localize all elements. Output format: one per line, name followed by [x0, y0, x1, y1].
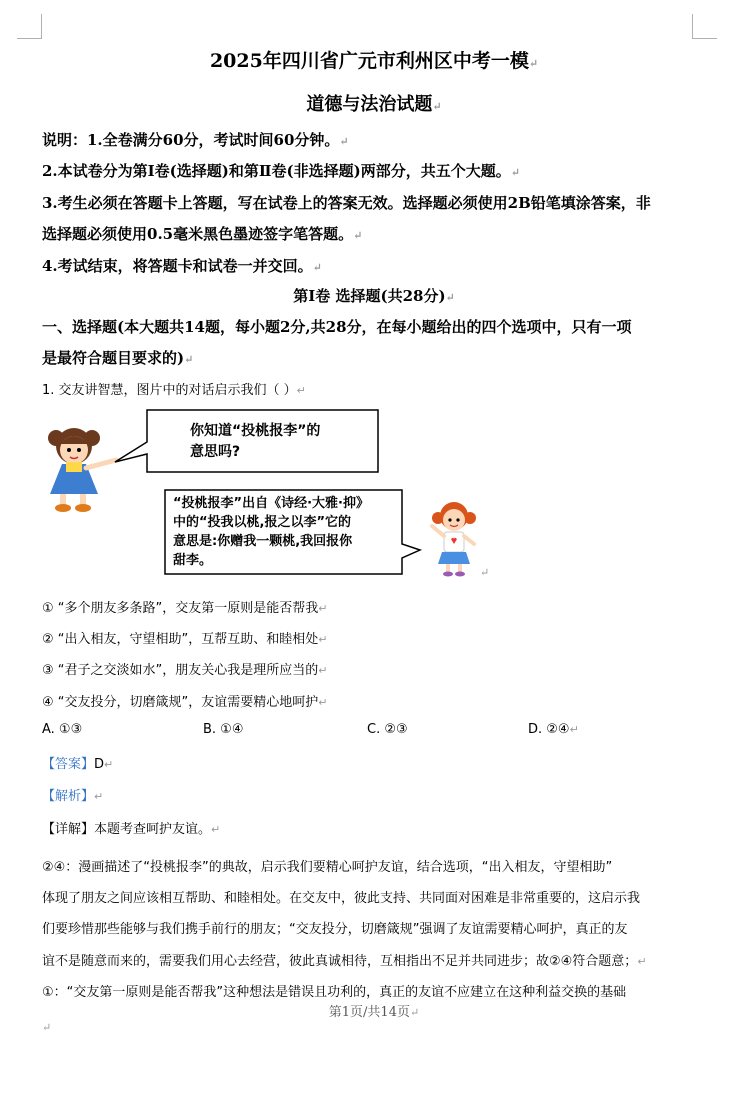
girl-left-illustration — [48, 428, 116, 512]
explanation-line: 体现了朋友之间应该相互帮助、和睦相处。在交友中，彼此支持、共同面对困难是非常重要的，这启示我 — [42, 891, 641, 906]
bubble2-line: 甜李。 — [173, 553, 213, 568]
question-stem: 1. 交友讲智慧，图片中的对话启示我们（ ）↵ — [42, 383, 306, 398]
instruction-line: 4.考试结束，将答题卡和试卷一并交回。↵ — [42, 257, 322, 275]
paragraph-mark: ↵ — [480, 566, 490, 578]
explanation-line: ①：“交友第一原则是能否帮我”这种想法是错误且功利的，真正的友谊不应建立在这种利益交换的基础 — [42, 985, 627, 1000]
speech-bubble-2 — [165, 490, 420, 574]
instruction-line: 3.考生必须在答题卡上答题，写在试卷上的答案无效。选择题必须使用2B铅笔填涂答案，非 — [42, 194, 651, 212]
analysis-label: 【解析】 — [42, 789, 95, 804]
crop-mark-top-left — [17, 14, 42, 39]
explanation-line: ②④：漫画描述了“投桃报李”的典故，启示我们要精心呵护友谊，结合选项，“出入相友，守望相助” — [42, 860, 613, 875]
bubble1-line: 你知道“投桃报李”的 — [190, 423, 321, 439]
document-subtitle: 道德与法治试题↵ — [306, 94, 442, 115]
bubble1-line: 意思吗? — [190, 444, 241, 460]
answer-line: 【答案】D↵ — [42, 757, 114, 772]
section-heading: 是最符合题目要求的)↵ — [42, 349, 194, 367]
bubble2-line: 意思是:你赠我一颗桃,我回报你 — [173, 534, 353, 549]
explanation-line: 们要珍惜那些能够与我们携手前行的朋友；“交友投分，切磨箴规”强调了友谊需要精心呵护，真正的友 — [42, 922, 628, 937]
option-a: A. ①③ — [42, 722, 83, 737]
statement-item: ② “出入相友，守望相助”，互帮互助、和睦相处↵ — [42, 632, 328, 647]
option-d: D. ②④↵ — [528, 722, 579, 737]
explanation-line: 谊不是随意而来的，需要我们用心去经营，彼此真诚相待，互相指出不足并共同进步；故②④符合题意；↵ — [42, 954, 647, 969]
instruction-line: 2.本试卷分为第Ⅰ卷(选择题)和第Ⅱ卷(非选择题)两部分，共五个大题。↵ — [42, 162, 520, 180]
detail-line: 【详解】本题考查呵护友谊。↵ — [42, 822, 221, 837]
instruction-line: 说明：1.全卷满分60分，考试时间60分钟。↵ — [42, 131, 349, 149]
instruction-line: 选择题必须使用0.5毫米黑色墨迹签字笔答题。↵ — [42, 225, 363, 243]
statement-item: ① “多个朋友多条路”，交友第一原则是能否帮我↵ — [42, 601, 328, 616]
part-heading: 第Ⅰ卷 选择题(共28分)↵ — [293, 287, 455, 305]
statement-item: ③ “君子之交淡如水”，朋友关心我是理所应当的↵ — [42, 663, 328, 678]
page-footer: 第1页/共14页↵ — [328, 1005, 420, 1020]
detail-label: 【详解】 — [42, 822, 95, 837]
option-b: B. ①④ — [203, 722, 244, 737]
detail-text: 本题考查呵护友谊。 — [94, 822, 212, 837]
bubble2-line: 中的“投我以桃,报之以李”它的 — [173, 515, 352, 530]
analysis-line: 【解析】↵ — [42, 789, 104, 804]
answer-value: D — [94, 757, 105, 772]
speech-bubble-1 — [115, 410, 378, 472]
girl-right-illustration — [432, 502, 476, 577]
bubble2-line: “投桃报李”出自《诗经·大雅·抑》 — [173, 496, 369, 511]
section-heading: 一、选择题(本大题共14题，每小题2分,共28分，在每小题给出的四个选项中，只有一项 — [42, 318, 632, 336]
document-title: 2025年四川省广元市利州区中考一模↵ — [209, 50, 539, 72]
crop-mark-top-right — [692, 14, 717, 39]
option-c: C. ②③ — [367, 722, 408, 737]
statement-item: ④ “交友投分，切磨箴规”，友谊需要精心地呵护↵ — [42, 695, 328, 710]
dialogue-illustration — [40, 398, 510, 578]
paragraph-mark: ↵ — [42, 1021, 52, 1034]
answer-label: 【答案】 — [42, 757, 95, 772]
